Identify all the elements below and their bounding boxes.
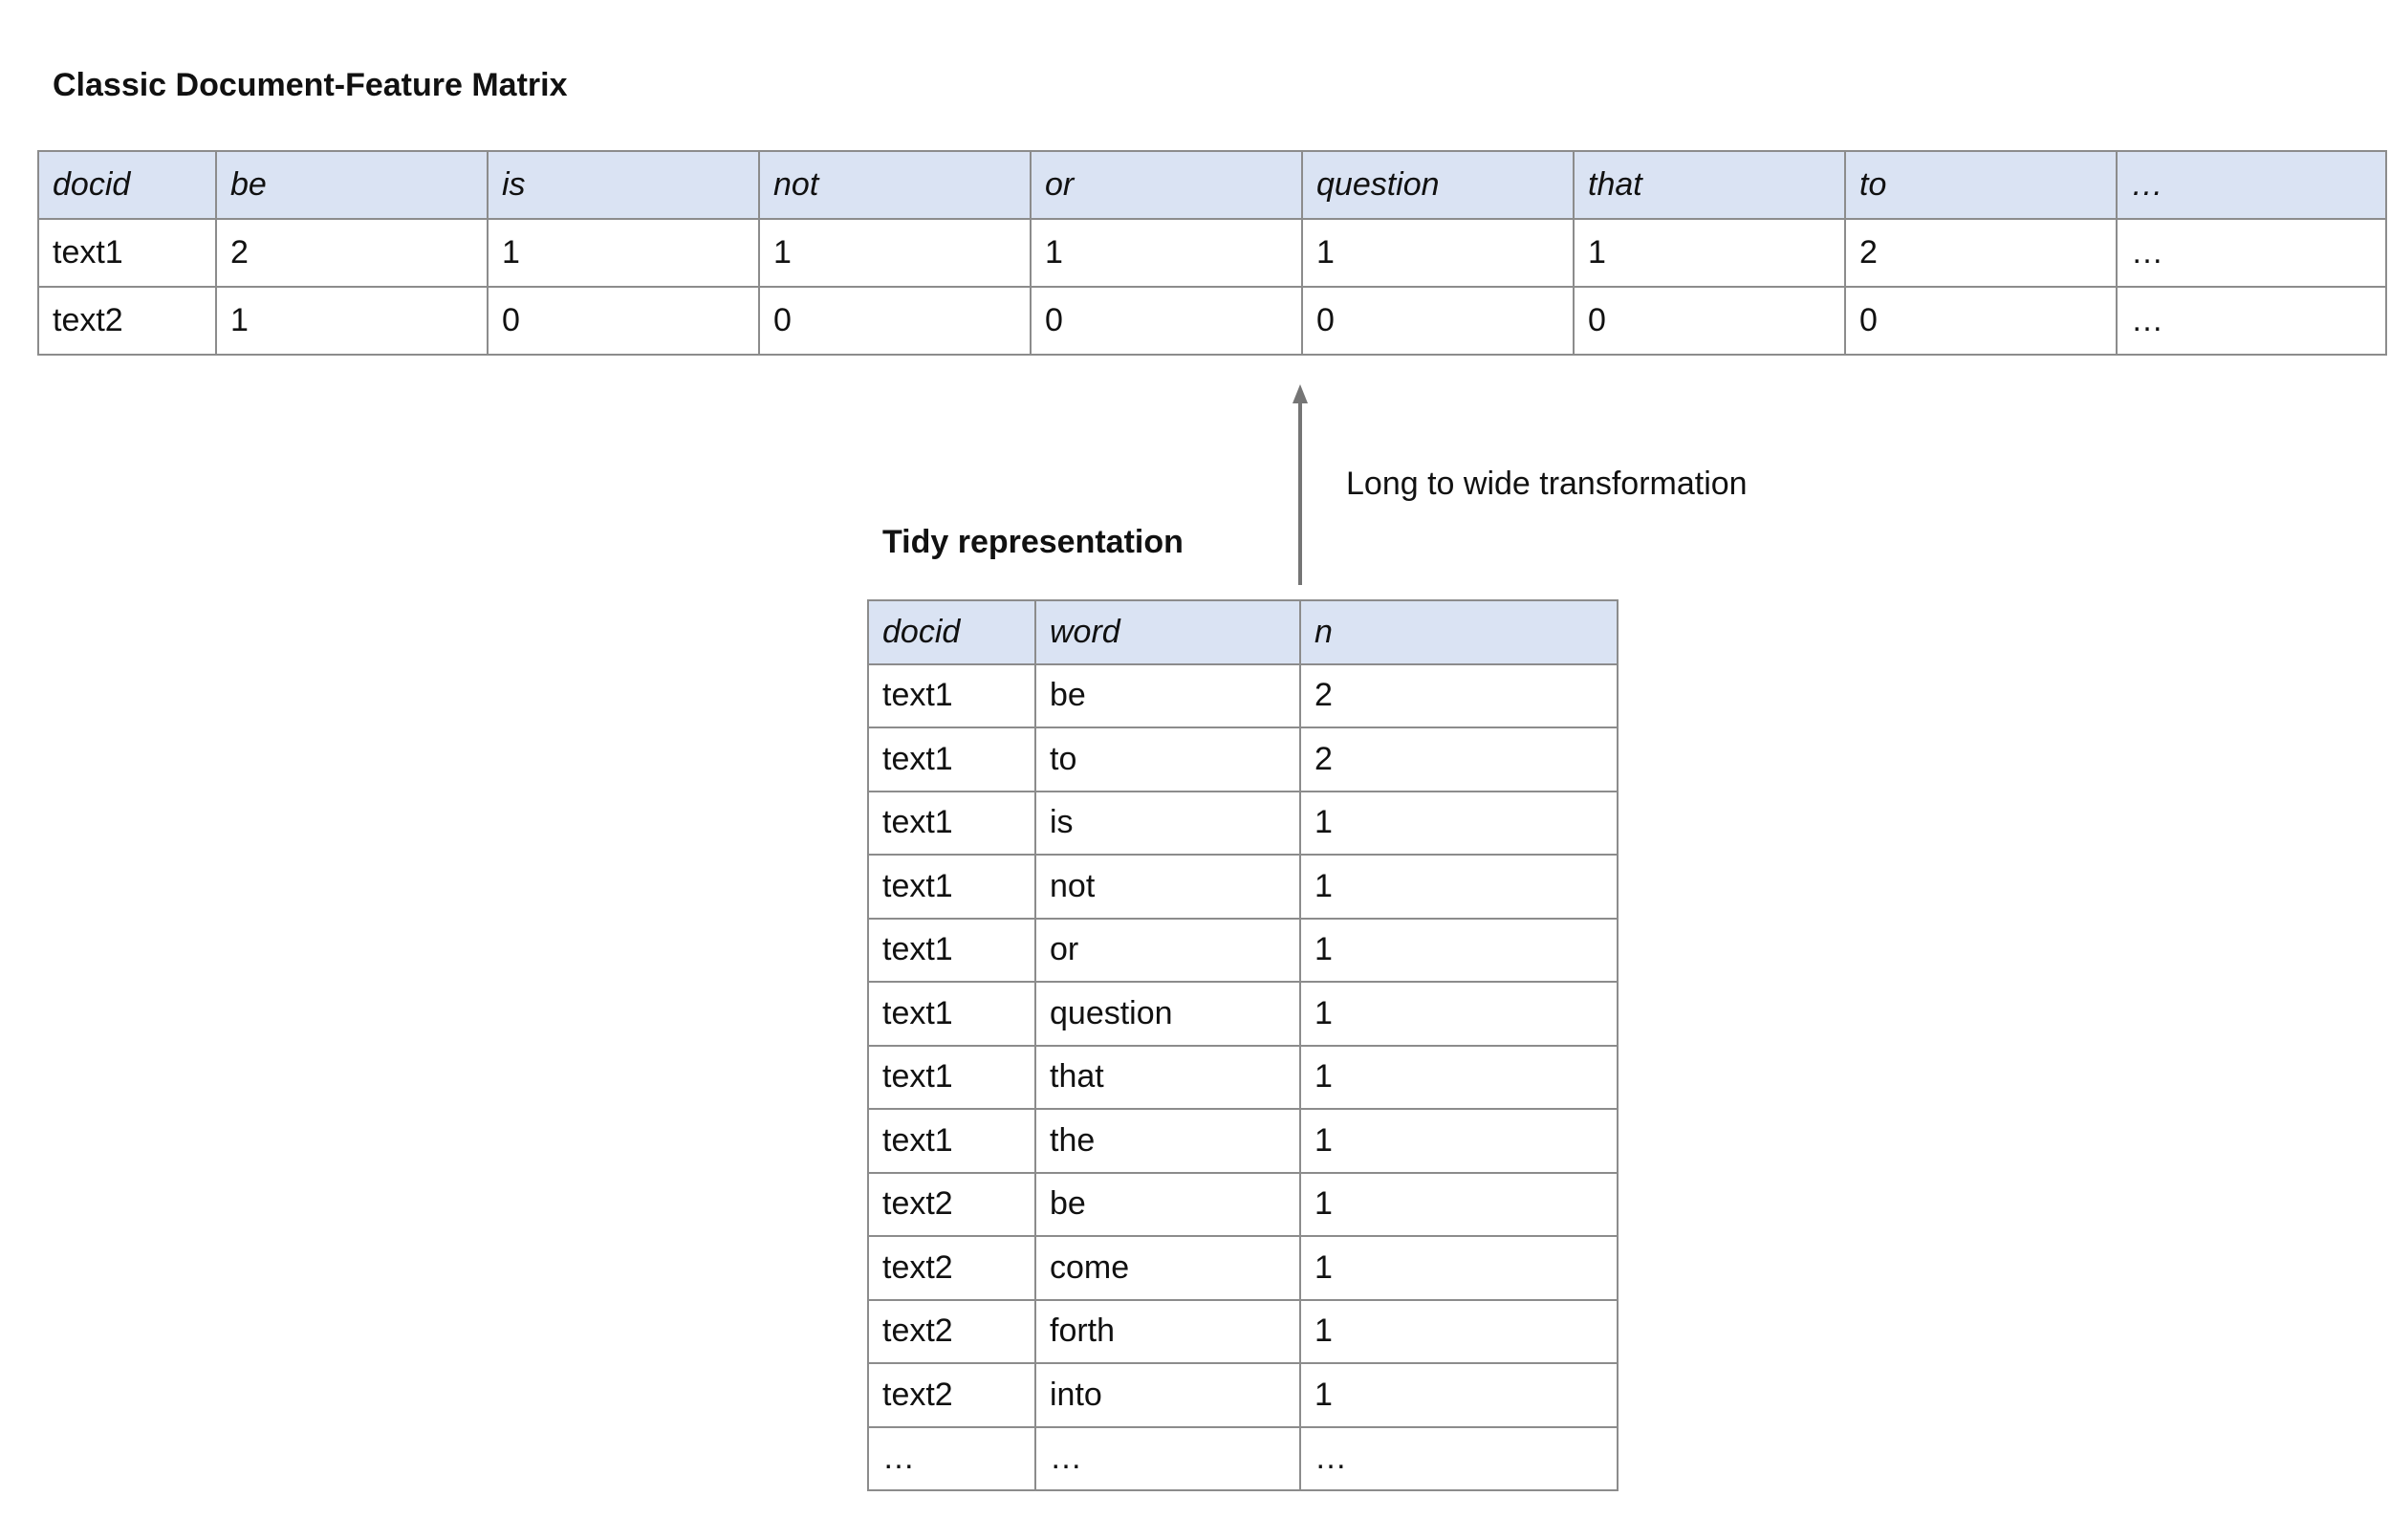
table-cell: 1 bbox=[1302, 219, 1574, 287]
table-cell: 1 bbox=[1300, 1300, 1618, 1364]
table-cell: 2 bbox=[1845, 219, 2117, 287]
table-cell: … bbox=[2117, 287, 2386, 355]
table-row bbox=[868, 664, 1618, 728]
table-cell: text1 bbox=[868, 727, 1035, 792]
tidy-title: Tidy representation bbox=[882, 524, 1184, 560]
header-row bbox=[868, 600, 1618, 664]
table-cell: text1 bbox=[868, 919, 1035, 983]
table-cell: be bbox=[1035, 1173, 1300, 1237]
table-cell: the bbox=[1035, 1109, 1300, 1173]
table-cell: 1 bbox=[1300, 1046, 1618, 1110]
table-row bbox=[868, 1300, 1618, 1364]
column-header: question bbox=[1302, 151, 1574, 219]
table-row bbox=[868, 727, 1618, 792]
table-row bbox=[868, 1046, 1618, 1110]
table-row bbox=[868, 919, 1618, 983]
table-cell: 1 bbox=[1300, 792, 1618, 856]
table-cell: text1 bbox=[868, 855, 1035, 919]
table-cell: text1 bbox=[868, 664, 1035, 728]
table-cell: 1 bbox=[1300, 919, 1618, 983]
table-cell: 1 bbox=[1300, 855, 1618, 919]
table-cell: text2 bbox=[868, 1236, 1035, 1300]
table-cell: into bbox=[1035, 1363, 1300, 1427]
table-row bbox=[868, 982, 1618, 1046]
column-header: not bbox=[759, 151, 1031, 219]
table-cell: … bbox=[1300, 1427, 1618, 1491]
table-cell: text1 bbox=[868, 1109, 1035, 1173]
table-cell: 1 bbox=[1300, 1236, 1618, 1300]
table-cell: 1 bbox=[1300, 1173, 1618, 1237]
transformation-label: Long to wide transformation bbox=[1346, 466, 1748, 502]
column-header: docid bbox=[868, 600, 1035, 664]
column-header: or bbox=[1031, 151, 1302, 219]
table-row bbox=[868, 1109, 1618, 1173]
column-header: to bbox=[1845, 151, 2117, 219]
table-cell: 0 bbox=[1031, 287, 1302, 355]
table-cell: text2 bbox=[38, 287, 216, 355]
dfm-title: Classic Document-Feature Matrix bbox=[53, 67, 568, 103]
table-cell: 2 bbox=[216, 219, 488, 287]
table-cell: … bbox=[868, 1427, 1035, 1491]
table-cell: 0 bbox=[759, 287, 1031, 355]
table-row bbox=[868, 1427, 1618, 1491]
column-header: … bbox=[2117, 151, 2386, 219]
table-cell: 2 bbox=[1300, 664, 1618, 728]
table-cell: 0 bbox=[1845, 287, 2117, 355]
column-header: n bbox=[1300, 600, 1618, 664]
table-row bbox=[868, 1173, 1618, 1237]
table-cell: that bbox=[1035, 1046, 1300, 1110]
table-cell: is bbox=[1035, 792, 1300, 856]
table-cell: text1 bbox=[868, 1046, 1035, 1110]
table-cell: 1 bbox=[216, 287, 488, 355]
table-row bbox=[868, 855, 1618, 919]
table-cell: come bbox=[1035, 1236, 1300, 1300]
table-cell: 1 bbox=[1574, 219, 1845, 287]
table-cell: 1 bbox=[1300, 1363, 1618, 1427]
table-cell: 1 bbox=[488, 219, 759, 287]
table-cell: text2 bbox=[868, 1173, 1035, 1237]
table-row bbox=[868, 1363, 1618, 1427]
table-row bbox=[868, 792, 1618, 856]
table-cell: 2 bbox=[1300, 727, 1618, 792]
document-feature-matrix-table bbox=[37, 150, 2387, 356]
column-header: docid bbox=[38, 151, 216, 219]
table-cell: 1 bbox=[1300, 982, 1618, 1046]
table-cell: or bbox=[1035, 919, 1300, 983]
tidy-representation-table bbox=[867, 599, 1619, 1491]
table-cell: text2 bbox=[868, 1300, 1035, 1364]
table-cell: be bbox=[1035, 664, 1300, 728]
column-header: be bbox=[216, 151, 488, 219]
column-header: that bbox=[1574, 151, 1845, 219]
table-row bbox=[38, 219, 2386, 287]
table-cell: … bbox=[1035, 1427, 1300, 1491]
table-cell: 1 bbox=[759, 219, 1031, 287]
table-cell: text1 bbox=[38, 219, 216, 287]
table-cell: 0 bbox=[1302, 287, 1574, 355]
header-row bbox=[38, 151, 2386, 219]
table-cell: forth bbox=[1035, 1300, 1300, 1364]
table-cell: 0 bbox=[488, 287, 759, 355]
table-cell: text1 bbox=[868, 792, 1035, 856]
table-row bbox=[38, 287, 2386, 355]
table-cell: 0 bbox=[1574, 287, 1845, 355]
table-cell: not bbox=[1035, 855, 1300, 919]
long-to-wide-arrow bbox=[1281, 382, 1319, 588]
column-header: is bbox=[488, 151, 759, 219]
table-cell: 1 bbox=[1031, 219, 1302, 287]
table-cell: to bbox=[1035, 727, 1300, 792]
table-cell: question bbox=[1035, 982, 1300, 1046]
table-cell: 1 bbox=[1300, 1109, 1618, 1173]
table-row bbox=[868, 1236, 1618, 1300]
table-cell: text1 bbox=[868, 982, 1035, 1046]
table-cell: … bbox=[2117, 219, 2386, 287]
column-header: word bbox=[1035, 600, 1300, 664]
table-cell: text2 bbox=[868, 1363, 1035, 1427]
